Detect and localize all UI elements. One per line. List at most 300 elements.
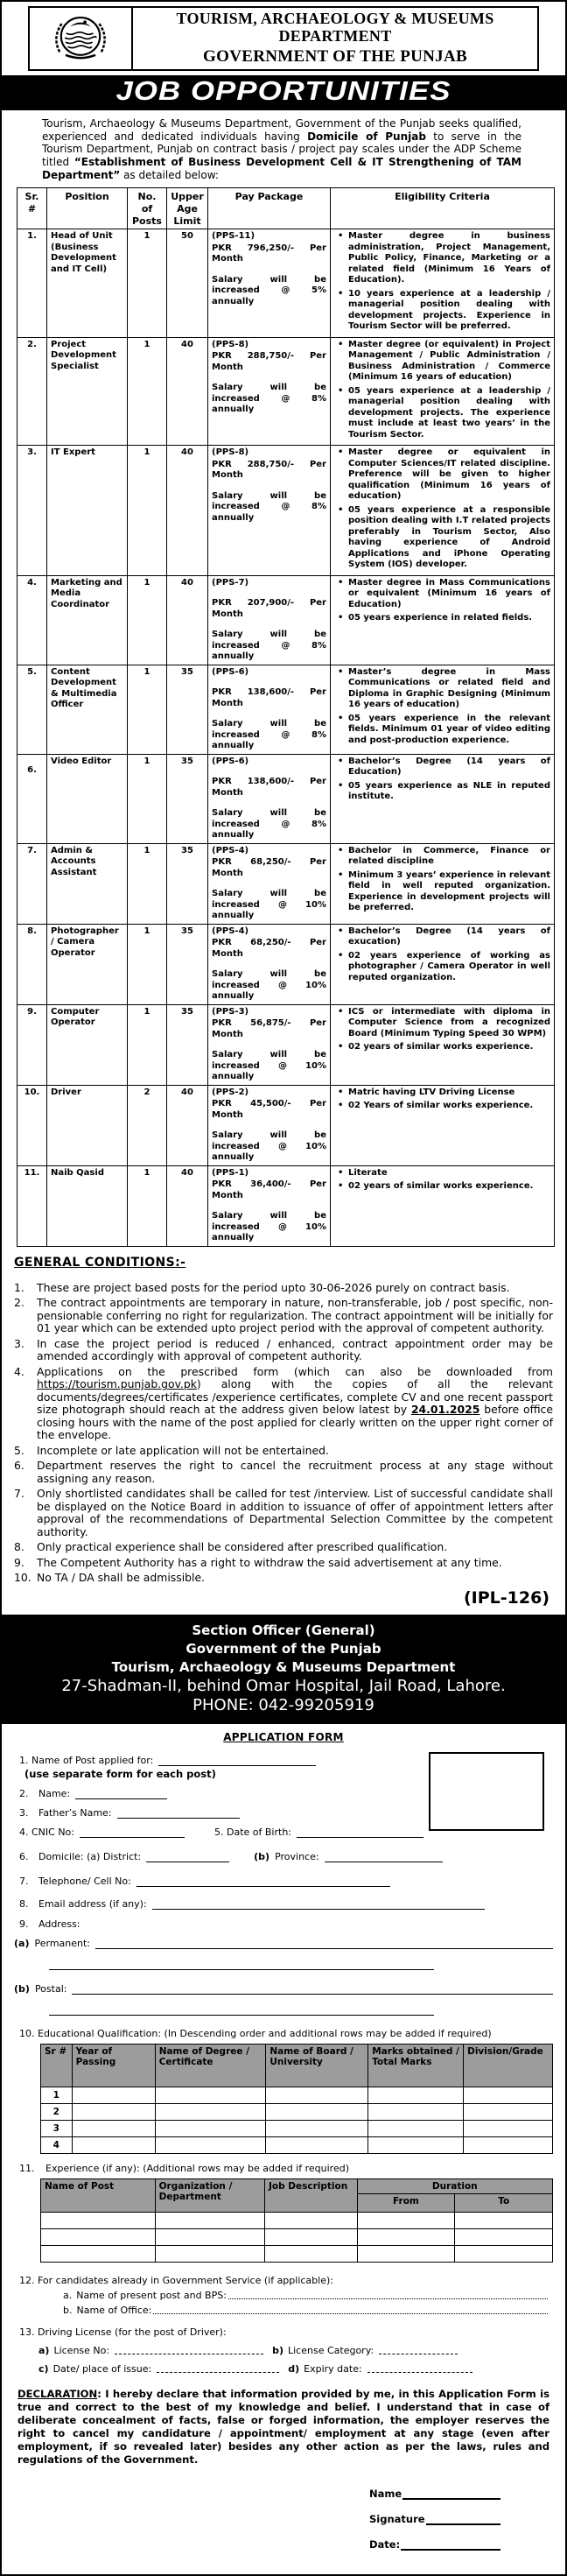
pay-note: Salary will be increased @ 8% annually bbox=[212, 630, 326, 662]
department-title-line2: DEPARTMENT bbox=[278, 26, 392, 45]
blank-line bbox=[136, 1875, 390, 1887]
criteria-bullet: • Bachelor’s Degree (14 years of exucation) bbox=[334, 926, 550, 948]
job-row-1 bbox=[18, 229, 555, 338]
declaration-body: : I hereby declare that information provided by me, in this Application Form is true and correct to the best of my knowledge and belief. I understand that in case of deliberate concealment of facts, false or forged information, the employer reserves the right to cancel my candidature / appointment/ employment at any stage (even after employment, if so revealed later) besides any other action as per the laws, rules and regulations of the Government. bbox=[18, 2387, 550, 2467]
edu-row-number: 2 bbox=[41, 2103, 73, 2120]
criteria-bullet: • 02 years of similar works experience. bbox=[334, 1181, 550, 1193]
government-title: GOVERNMENT OF THE PUNJAB bbox=[203, 46, 467, 66]
empty-cell bbox=[368, 2103, 464, 2120]
pay-scale: (PPS-4) bbox=[212, 845, 249, 855]
posts-cell: 1 bbox=[128, 575, 167, 665]
signature-fill-line bbox=[402, 2490, 500, 2500]
posts-cell: 1 bbox=[128, 843, 167, 924]
pay-note: Salary will be increased @ 8% annually bbox=[212, 490, 326, 523]
pay-note: Salary will be increased @ 8% annually bbox=[212, 719, 326, 751]
punjab-emblem-icon bbox=[43, 13, 118, 64]
field-label: Email address (if any): bbox=[38, 1897, 147, 1910]
punjab-government-logo bbox=[30, 8, 133, 69]
eligibility-cell bbox=[331, 924, 555, 1004]
job-row-8 bbox=[18, 924, 555, 1004]
criteria-bullet: • 05 years experience at a leadership / managerial position dealing with development projects. The experience must include at least two years’ in the Tourism Sector. bbox=[334, 386, 550, 441]
field-number: 6. bbox=[19, 1850, 29, 1862]
blank-line bbox=[49, 1958, 434, 1970]
age-cell: 35 bbox=[167, 665, 208, 754]
empty-cell bbox=[72, 2103, 155, 2120]
col-age: Upper Age Limit bbox=[167, 188, 208, 229]
criteria-bullet: • 05 years experience at a responsible position dealing with I.T related projects preferably in Tourism Sector, Also having experience of Android Applications and iPhone Operating System (IOS) developer. bbox=[334, 505, 550, 571]
pay-scale: (PPS-11) bbox=[212, 231, 256, 242]
experience-row bbox=[41, 2228, 553, 2245]
edu-row-number: 1 bbox=[41, 2087, 73, 2103]
masthead-titles bbox=[133, 8, 537, 69]
position-cell: Admin & Accounts Assistant bbox=[47, 843, 128, 924]
posts-cell: 1 bbox=[128, 665, 167, 754]
education-table bbox=[40, 2044, 553, 2154]
condition-item bbox=[14, 1282, 553, 1295]
advertisement-code: (IPL-126) bbox=[463, 1587, 550, 1608]
blank-line bbox=[158, 1754, 316, 1766]
condition-item bbox=[14, 1541, 553, 1554]
exp-col-duration: Duration bbox=[357, 2178, 552, 2193]
sr-cell: 9. bbox=[18, 1004, 47, 1085]
field-license-row-2 bbox=[38, 2362, 553, 2375]
field-number: 11. bbox=[19, 2162, 35, 2174]
education-row bbox=[41, 2120, 553, 2136]
sr-cell: 8. bbox=[18, 924, 47, 1004]
job-opportunities-banner bbox=[2, 75, 565, 110]
govt-service-section-label: 12. For candidates already in Government Service (if applicable): bbox=[19, 2274, 333, 2286]
condition-number: 2. bbox=[14, 1296, 24, 1310]
website-url: https://tourism.punjab.gov.pk bbox=[37, 1377, 197, 1391]
blank-line bbox=[75, 1787, 167, 1799]
pay-amount: PKR 796,250/- Per Month bbox=[212, 243, 326, 264]
col-position: Position bbox=[47, 188, 128, 229]
intro-bold-domicile: Domicile of Punjab bbox=[307, 130, 426, 143]
pay-note: Salary will be increased @ 10% annually bbox=[212, 1050, 326, 1082]
education-row bbox=[41, 2087, 553, 2103]
condition-item bbox=[14, 1460, 553, 1485]
pay-amount: PKR 138,600/- Per Month bbox=[212, 687, 326, 708]
pay-cell bbox=[208, 575, 331, 665]
condition-text: Department reserves the right to cancel the recruitment process at any stage without assigning any reason. bbox=[37, 1459, 553, 1485]
pay-scale: (PPS-8) bbox=[212, 339, 249, 349]
col-posts: No. of Posts bbox=[128, 188, 167, 229]
driving-license-section-label: 13. Driving License (for the post of Driver): bbox=[19, 2326, 227, 2338]
empty-cell bbox=[155, 2103, 266, 2120]
field-label: Domicile: (a) District: bbox=[38, 1850, 142, 1862]
field-number: 3. bbox=[19, 1806, 29, 1819]
pay-cell bbox=[208, 1165, 331, 1246]
contact-box bbox=[2, 1615, 565, 1724]
condition-number: 8. bbox=[14, 1540, 24, 1554]
condition-item bbox=[14, 1488, 553, 1538]
dotted-line bbox=[228, 2289, 548, 2299]
edu-row-number: 4 bbox=[41, 2136, 73, 2153]
field-marker: c) bbox=[38, 2362, 49, 2375]
eligibility-cell bbox=[331, 843, 555, 924]
age-cell: 40 bbox=[167, 446, 208, 576]
field-address bbox=[19, 1918, 553, 1930]
posts-cell: 1 bbox=[128, 1004, 167, 1085]
field-marker: b) bbox=[272, 2344, 284, 2356]
empty-cell bbox=[155, 2228, 264, 2245]
posts-cell: 1 bbox=[128, 337, 167, 446]
field-number: 7. bbox=[19, 1875, 29, 1887]
pay-scale: (PPS-8) bbox=[212, 447, 249, 458]
position-cell: Project Development Specialist bbox=[47, 337, 128, 446]
criteria-bullet: • Master degree in business administration, Project Management, Public Policy, Finance, Marketing or a related field (Minimum 16 Years of Education). bbox=[334, 231, 550, 286]
condition-text: Only practical experience shall be considered after prescribed qualification. bbox=[37, 1540, 448, 1554]
blank-line bbox=[49, 2003, 434, 2016]
empty-cell bbox=[266, 2120, 368, 2136]
field-marker: (b) bbox=[14, 1982, 30, 1995]
age-cell: 40 bbox=[167, 575, 208, 665]
criteria-bullet: • Minimum 3 years’ experience in relevant field in well reputed organization. Experience in development projects will be preferred. bbox=[334, 870, 550, 914]
position-cell: Photographer / Camera Operator bbox=[47, 924, 128, 1004]
criteria-bullet: • ICS or intermediate with diploma in Computer Science from a recognized Board (Minimum Typing Speed 30 WPM) bbox=[334, 1007, 550, 1040]
field-address-permanent bbox=[14, 1937, 553, 1949]
pay-cell bbox=[208, 754, 331, 843]
condition-number: 4. bbox=[14, 1364, 24, 1378]
education-row bbox=[41, 2103, 553, 2120]
pay-cell bbox=[208, 337, 331, 446]
empty-cell bbox=[455, 2212, 553, 2228]
field-label: Name of Office: bbox=[76, 2304, 152, 2316]
empty-cell bbox=[455, 2228, 553, 2245]
signature-name-line bbox=[369, 2488, 500, 2500]
signature-signature-line bbox=[369, 2513, 500, 2525]
field-telephone bbox=[19, 1875, 553, 1887]
posts-cell: 1 bbox=[128, 754, 167, 843]
condition-number: 10. bbox=[14, 1571, 32, 1585]
age-cell: 40 bbox=[167, 1165, 208, 1246]
field-label: Postal: bbox=[34, 1982, 67, 1995]
application-form bbox=[2, 1724, 565, 2574]
exp-col-from: From bbox=[357, 2193, 455, 2212]
pay-cell bbox=[208, 446, 331, 576]
blank-line bbox=[95, 1937, 553, 1949]
job-row-2 bbox=[18, 337, 555, 446]
sr-cell: 2. bbox=[18, 337, 47, 446]
signature-block bbox=[369, 2488, 500, 2551]
empty-cell bbox=[72, 2087, 155, 2103]
application-form-title: APPLICATION FORM bbox=[223, 1730, 344, 1743]
pay-amount: PKR 36,400/- Per Month bbox=[212, 1179, 326, 1200]
empty-cell bbox=[266, 2087, 368, 2103]
criteria-bullet: • Master’s degree in Mass Communications or related field and Diploma in Graphic Designing (Minimum 16 years of education) bbox=[334, 667, 550, 711]
pay-amount: PKR 56,875/- Per Month bbox=[212, 1018, 326, 1039]
condition-item bbox=[14, 1557, 553, 1570]
condition-number: 9. bbox=[14, 1555, 24, 1569]
dashed-line bbox=[157, 2362, 279, 2373]
experience-header-row bbox=[41, 2178, 553, 2193]
criteria-bullet: • Master degree in Mass Communications or equivalent (Minimum 16 years of Education) bbox=[334, 578, 550, 611]
empty-cell bbox=[41, 2212, 156, 2228]
job-row-7 bbox=[18, 843, 555, 924]
age-cell: 35 bbox=[167, 843, 208, 924]
field-label: Address: bbox=[38, 1918, 80, 1930]
condition-text-part: ) along with the copies of all the relevant documents/degrees/certificates /experience certificates, complete CV and one recent passport size photograph should reach at the address given below latest by bbox=[37, 1377, 553, 1417]
job-row-5 bbox=[18, 665, 555, 754]
blank-line bbox=[80, 1826, 185, 1838]
exp-col-organization: Organization / Department bbox=[155, 2178, 264, 2212]
field-marker: (b) bbox=[254, 1850, 270, 1862]
condition-item bbox=[14, 1297, 553, 1335]
separate-form-note: (use separate form for each post) bbox=[24, 1767, 216, 1780]
field-number: 9. bbox=[19, 1918, 29, 1930]
field-label: 5. Date of Birth: bbox=[214, 1826, 291, 1838]
empty-cell bbox=[264, 2245, 357, 2262]
posts-cell: 2 bbox=[128, 1085, 167, 1165]
empty-cell bbox=[41, 2245, 156, 2262]
pay-scale: (PPS-2) bbox=[212, 1087, 249, 1097]
condition-text: The Competent Authority has a right to withdraw the said advertisement at any time. bbox=[37, 1555, 502, 1569]
empty-cell bbox=[155, 2245, 264, 2262]
empty-cell bbox=[266, 2103, 368, 2120]
photo-box bbox=[429, 1752, 544, 1831]
age-cell: 35 bbox=[167, 754, 208, 843]
sr-cell: 6. bbox=[18, 754, 47, 843]
condition-text: These are project based posts for the period upto 30-06-2026 purely on contract basis. bbox=[37, 1280, 510, 1294]
condition-item-applications bbox=[14, 1366, 553, 1442]
empty-cell bbox=[368, 2136, 464, 2153]
job-row-3 bbox=[18, 446, 555, 576]
col-eligibility: Eligibility Criteria bbox=[331, 188, 555, 229]
job-row-10 bbox=[18, 1085, 555, 1165]
pay-cell bbox=[208, 843, 331, 924]
field-marker: b. bbox=[63, 2304, 73, 2316]
position-cell: Content Development & Multimedia Officer bbox=[47, 665, 128, 754]
positions-table bbox=[17, 187, 555, 1247]
criteria-bullet: • Bachelor in Commerce, Finance or related discipline bbox=[334, 846, 550, 868]
pay-scale: (PPS-6) bbox=[212, 666, 249, 677]
field-office-name bbox=[63, 2304, 553, 2316]
eligibility-cell bbox=[331, 754, 555, 843]
education-row bbox=[41, 2136, 553, 2153]
pay-amount: PKR 45,500/- Per Month bbox=[212, 1099, 326, 1120]
condition-text: Incomplete or late application will not be entertained. bbox=[37, 1443, 329, 1457]
declaration-heading: DECLARATION bbox=[18, 2387, 98, 2400]
position-cell: Video Editor bbox=[47, 754, 128, 843]
criteria-bullet: • 02 Years of similar works experience. bbox=[334, 1101, 550, 1112]
position-cell: IT Expert bbox=[47, 446, 128, 576]
field-address-postal bbox=[14, 1982, 553, 1995]
posts-cell: 1 bbox=[128, 229, 167, 338]
empty-cell bbox=[41, 2228, 156, 2245]
edu-col-marks: Marks obtained / Total Marks bbox=[368, 2044, 464, 2087]
field-label: Father’s Name: bbox=[38, 1806, 112, 1819]
field-marker: (a) bbox=[14, 1937, 30, 1949]
empty-cell bbox=[357, 2228, 455, 2245]
pay-scale: (PPS-7) bbox=[212, 577, 249, 588]
blank-line bbox=[297, 1826, 424, 1838]
condition-text-part: before office closing hours with the name of the post applied for clearly written on the upper right corner of the envelope. bbox=[37, 1403, 553, 1442]
sr-cell: 3. bbox=[18, 446, 47, 576]
contact-address: 27-Shadman-II, behind Omar Hospital, Jail Road, Lahore. bbox=[61, 1676, 506, 1695]
age-cell: 40 bbox=[167, 1085, 208, 1165]
field-label: Telephone/ Cell No: bbox=[38, 1875, 131, 1887]
blank-line bbox=[72, 1982, 553, 1995]
condition-number: 3. bbox=[14, 1336, 24, 1350]
experience-row bbox=[41, 2245, 553, 2262]
intro-bold-scheme: “Establishment of Business Development Cell & IT Strengthening of TAM Department” bbox=[42, 155, 522, 181]
job-row-9 bbox=[18, 1004, 555, 1085]
contact-department: Tourism, Archaeology & Museums Department bbox=[111, 1658, 456, 1675]
empty-cell bbox=[455, 2245, 553, 2262]
col-pay: Pay Package bbox=[208, 188, 331, 229]
education-section-label: 10. Educational Qualification: (In Descending order and additional rows may be added if required) bbox=[19, 2027, 492, 2039]
age-cell: 50 bbox=[167, 229, 208, 338]
field-label: 4. CNIC No: bbox=[19, 1826, 74, 1838]
condition-text-part: Applications on the prescribed form (which can also be downloaded from bbox=[37, 1364, 553, 1378]
field-label: Name of present post and BPS: bbox=[76, 2289, 227, 2301]
condition-text: In case the project period is reduced / enhanced, contract appointment order may be amended accordingly with approval of competent authority. bbox=[37, 1336, 553, 1363]
empty-cell bbox=[155, 2087, 266, 2103]
criteria-bullet: • 05 years experience in related fields. bbox=[334, 613, 550, 624]
field-label: License Category: bbox=[288, 2344, 374, 2356]
eligibility-cell bbox=[331, 575, 555, 665]
pay-scale: (PPS-1) bbox=[212, 1167, 249, 1178]
field-email bbox=[19, 1897, 553, 1910]
dashed-line bbox=[379, 2344, 458, 2354]
pay-note: Salary will be increased @ 10% annually bbox=[212, 969, 326, 1002]
criteria-bullet: • 02 years of similar works experience. bbox=[334, 1042, 550, 1053]
condition-number: 7. bbox=[14, 1487, 24, 1501]
pay-note: Salary will be increased @ 5% annually bbox=[212, 274, 326, 306]
empty-cell bbox=[264, 2228, 357, 2245]
criteria-bullet: • 02 years experience of working as photographer / Camera Operator in well reputed organization. bbox=[334, 951, 550, 984]
criteria-bullet: • 10 years experience at a leadership / managerial position dealing with development projects. Experience in Tourism Sector will be preferred. bbox=[334, 289, 550, 333]
sr-cell: 1. bbox=[18, 229, 47, 338]
edu-col-division: Division/Grade bbox=[464, 2044, 553, 2087]
posts-cell: 1 bbox=[128, 446, 167, 576]
intro-text-2: to serve in the Tourism Department, Punjab on contract basis / project pay scales under the ADP Scheme titled bbox=[42, 130, 522, 168]
contact-officer: Section Officer (General) bbox=[192, 1622, 375, 1638]
eligibility-cell bbox=[331, 229, 555, 338]
general-conditions-section bbox=[14, 1256, 553, 1608]
position-cell: Driver bbox=[47, 1085, 128, 1165]
blank-line bbox=[152, 1897, 485, 1910]
dashed-line bbox=[368, 2362, 472, 2373]
condition-item bbox=[14, 1445, 553, 1458]
empty-cell bbox=[464, 2136, 553, 2153]
dashed-line bbox=[115, 2344, 263, 2354]
department-title-line1: TOURISM, ARCHAEOLOGY & MUSEUMS bbox=[176, 10, 494, 27]
position-cell: Marketing and Media Coordinator bbox=[47, 575, 128, 665]
positions-header-row bbox=[18, 188, 555, 229]
field-label: Expiry date: bbox=[304, 2362, 362, 2375]
signature-date-line bbox=[369, 2538, 500, 2551]
pay-amount: PKR 68,250/- Per Month bbox=[212, 857, 326, 878]
criteria-bullet: • Literate bbox=[334, 1168, 550, 1179]
field-marker: a. bbox=[63, 2289, 73, 2301]
position-cell: Head of Unit (Business Development and IT Cell) bbox=[47, 229, 128, 338]
date-label: Date: bbox=[369, 2538, 401, 2551]
empty-cell bbox=[264, 2212, 357, 2228]
empty-cell bbox=[464, 2120, 553, 2136]
field-label: 1. Name of Post applied for: bbox=[19, 1754, 154, 1766]
empty-cell bbox=[72, 2120, 155, 2136]
empty-cell bbox=[368, 2120, 464, 2136]
empty-cell bbox=[266, 2136, 368, 2153]
masthead bbox=[28, 6, 539, 71]
sr-cell: 5. bbox=[18, 665, 47, 754]
field-label: Name: bbox=[38, 1787, 71, 1799]
condition-item bbox=[14, 1572, 553, 1585]
eligibility-cell bbox=[331, 1165, 555, 1246]
pay-note: Salary will be increased @ 10% annually bbox=[212, 889, 326, 921]
condition-text bbox=[37, 1366, 553, 1442]
pay-amount: PKR 138,600/- Per Month bbox=[212, 777, 326, 798]
contact-phone: PHONE: 042-99205919 bbox=[192, 1696, 374, 1715]
field-label: License No: bbox=[53, 2344, 110, 2356]
intro-paragraph bbox=[42, 117, 522, 181]
declaration-paragraph bbox=[18, 2388, 550, 2467]
deadline-date: 24.01.2025 bbox=[410, 1403, 480, 1417]
pay-amount: PKR 288,750/- Per Month bbox=[212, 351, 326, 372]
criteria-bullet: • Master degree (or equivalent) in Project Management / Public Administration / Business Administration / Commerce (Minimum 16 years of education) bbox=[334, 340, 550, 384]
pay-scale: (PPS-4) bbox=[212, 926, 249, 936]
pay-note: Salary will be increased @ 8% annually bbox=[212, 383, 326, 415]
eligibility-cell bbox=[331, 665, 555, 754]
col-sr: Sr. # bbox=[18, 188, 47, 229]
pay-cell bbox=[208, 1004, 331, 1085]
pay-amount: PKR 288,750/- Per Month bbox=[212, 459, 326, 481]
empty-cell bbox=[368, 2087, 464, 2103]
blank-line bbox=[325, 1850, 443, 1862]
condition-text: The contract appointments are temporary in nature, non-transferable, job / post specific, non-pensionable conferring no right for regularization. The contract appointment will be initially for 01 year which can be extended upto project period with the approval of competent authority. bbox=[37, 1296, 553, 1335]
posts-cell: 1 bbox=[128, 924, 167, 1004]
edu-col-degree: Name of Degree / Certificate bbox=[155, 2044, 266, 2087]
pay-cell bbox=[208, 229, 331, 338]
contact-government: Government of the Punjab bbox=[186, 1640, 382, 1657]
pay-cell bbox=[208, 924, 331, 1004]
condition-text: Only shortlisted candidates shall be called for test /interview. List of successful candidate shall be displayed on the Notice Board in addition to issuance of offer of appointment letters after approval of the recommendations of Departmental Selection Committee by the competent authority. bbox=[37, 1487, 553, 1538]
field-domicile bbox=[19, 1850, 553, 1862]
age-cell: 40 bbox=[167, 337, 208, 446]
field-marker: d) bbox=[288, 2362, 300, 2375]
experience-row bbox=[41, 2212, 553, 2228]
experience-section-label bbox=[19, 2163, 553, 2174]
blank-line bbox=[146, 1850, 229, 1862]
empty-cell bbox=[155, 2136, 266, 2153]
empty-cell bbox=[155, 2212, 264, 2228]
pay-note: Salary will be increased @ 10% annually bbox=[212, 1130, 326, 1163]
pay-cell bbox=[208, 665, 331, 754]
age-cell: 35 bbox=[167, 924, 208, 1004]
field-label: Permanent: bbox=[34, 1937, 91, 1949]
pay-amount: PKR 207,900/- Per Month bbox=[212, 598, 326, 619]
edu-col-year: Year of Passing bbox=[72, 2044, 155, 2087]
exp-col-description: Job Description bbox=[264, 2178, 357, 2212]
name-label: Name bbox=[369, 2488, 402, 2501]
job-row-4 bbox=[18, 575, 555, 665]
dotted-line bbox=[153, 2304, 548, 2314]
field-label: Experience (if any): (Additional rows may be added if required) bbox=[46, 2162, 349, 2174]
empty-cell bbox=[72, 2136, 155, 2153]
education-header-row bbox=[41, 2044, 553, 2087]
criteria-bullet: • Bachelor’s Degree (14 years of Education) bbox=[334, 757, 550, 778]
pay-scale: (PPS-6) bbox=[212, 756, 249, 766]
eligibility-cell bbox=[331, 337, 555, 446]
posts-cell: 1 bbox=[128, 1165, 167, 1246]
exp-col-post: Name of Post bbox=[41, 2178, 156, 2212]
condition-item bbox=[14, 1338, 553, 1363]
sr-cell: 4. bbox=[18, 575, 47, 665]
job-row-6 bbox=[18, 754, 555, 843]
pay-scale: (PPS-3) bbox=[212, 1006, 249, 1017]
condition-number: 1. bbox=[14, 1280, 24, 1294]
